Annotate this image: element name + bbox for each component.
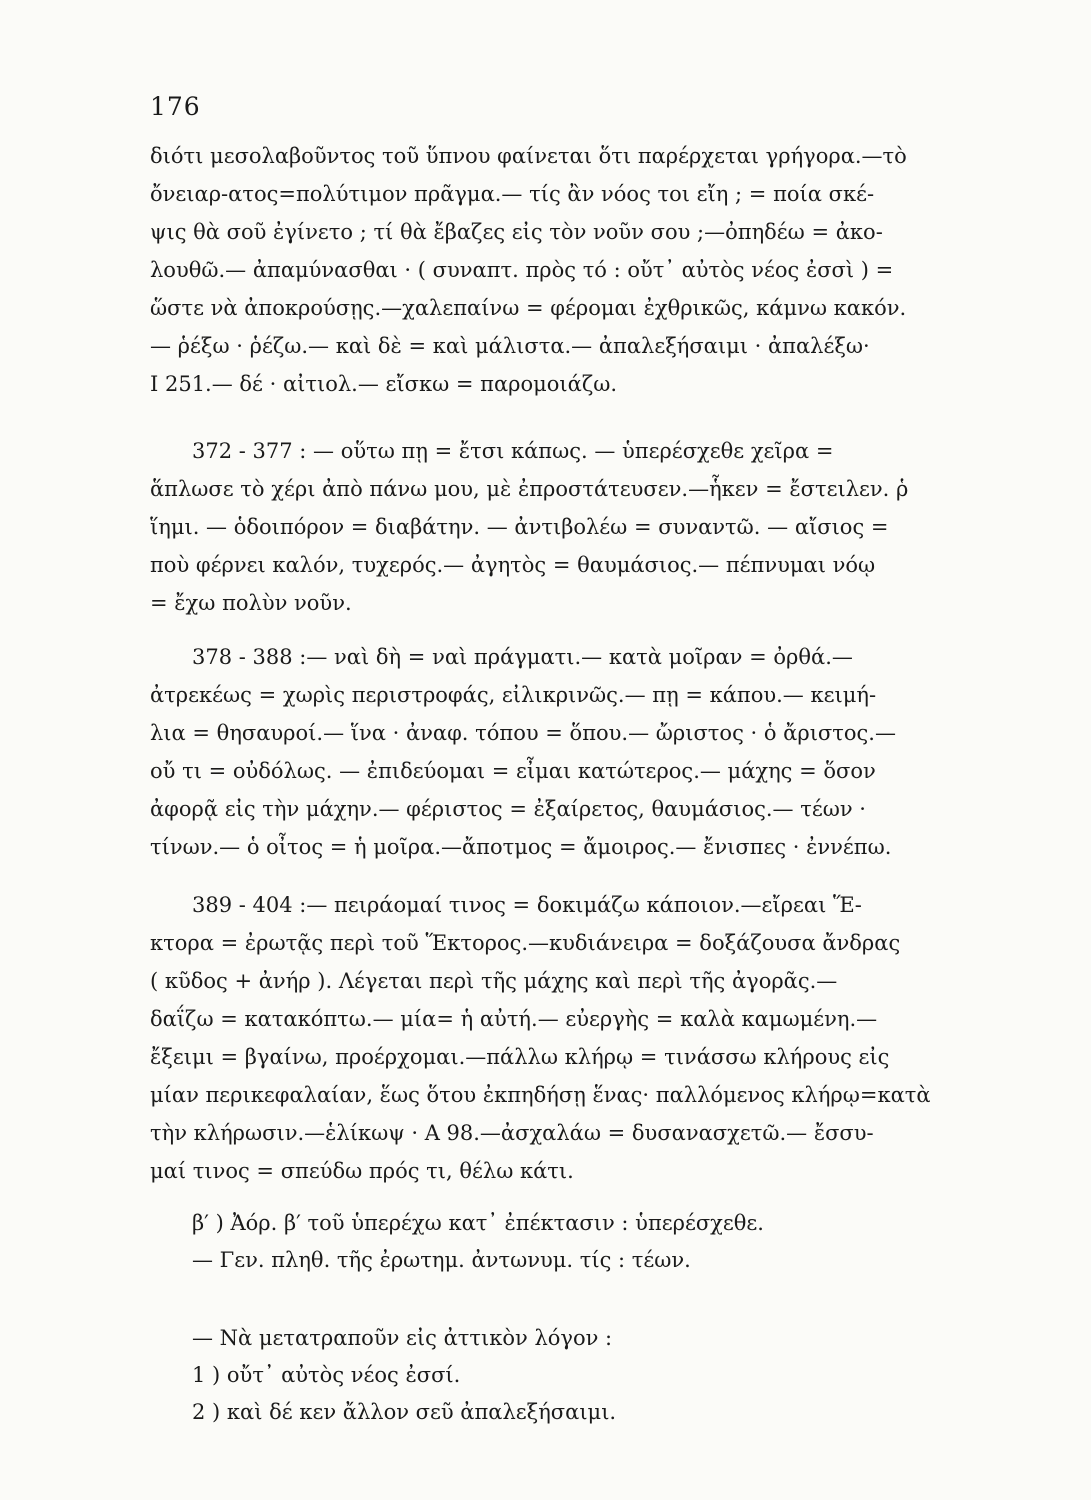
text-line: 378 - 388 :— ναὶ δὴ = ναὶ πράγματι.— κατὰ μοῖραν = ὀρθά.— bbox=[192, 645, 853, 669]
text-line: διότι μεσολαβοῦντος τοῦ ὕπνου φαίνεται ὅτι παρέρχεται γρήγορα.—τὸ bbox=[150, 144, 907, 168]
text-line: ἵημι. — ὁδοιπόρον = διαβάτην. — ἀντιβολέω = συναντῶ. — αἴσιος = bbox=[150, 515, 889, 539]
text-line: δαΐζω = κατακόπτω.— μία= ἡ αὐτή.— εὐεργὴς = καλὰ καμωμένη.— bbox=[150, 1007, 878, 1031]
text-line: ποὺ φέρνει καλόν, τυχερός.— ἀγητὸς = θαυμάσιος.— πέπνυμαι νόῳ bbox=[150, 553, 876, 577]
text-line: ὄνειαρ-ατος=πολύτιμον πρᾶγμα.— τίς ἂν νόος τοι εἴη ; = ποία σκέ- bbox=[150, 182, 875, 206]
text-line: 2 ) καὶ δέ κεν ἄλλον σεῦ ἀπαλεξήσαιμι. bbox=[192, 1400, 617, 1424]
text-line: τίνων.— ὁ οἶτος = ἡ μοῖρα.—ἄποτμος = ἄμοιρος.— ἔνισπες · ἐννέπω. bbox=[150, 835, 892, 859]
text-line: λια = θησαυροί.— ἵνα · ἀναφ. τόπου = ὅπου.— ὤριστος · ὁ ἄριστος.— bbox=[150, 721, 896, 745]
text-line: ἀφορᾷ εἰς τὴν μάχην.— φέριστος = ἐξαίρετος, θαυμάσιος.— τέων · bbox=[150, 797, 866, 821]
text-line: ἀτρεκέως = χωρὶς περιστροφάς, εἰλικρινῶς.— πῃ = κάπου.— κειμή- bbox=[150, 683, 877, 707]
text-line: κτορα = ἐρωτᾷς περὶ τοῦ Ἕκτορος.—κυδιάνειρα = δοξάζουσα ἄνδρας bbox=[150, 931, 901, 955]
text-line: = ἔχω πολὺν νοῦν. bbox=[150, 591, 352, 615]
text-line: 372 - 377 : — οὕτω πῃ = ἔτσι κάπως. — ὑπερέσχεθε χεῖρα = bbox=[192, 439, 834, 463]
text-line: τὴν κλήρωσιν.—ἑλίκωψ · Α 98.—ἀσχαλάω = δυσανασχετῶ.— ἔσσυ- bbox=[150, 1121, 874, 1145]
text-line: 389 - 404 :— πειράομαί τινος = δοκιμάζω κάποιον.—εἴρεαι Ἕ- bbox=[192, 893, 862, 917]
paragraph-verses-378-388 bbox=[150, 638, 980, 866]
paragraph-verses-372-377 bbox=[150, 432, 980, 622]
text-line: 1 ) οὔτ᾽ αὐτὸς νέος ἐσσί. bbox=[192, 1363, 461, 1387]
text-line: ( κῦδος + ἀνήρ ). Λέγεται περὶ τῆς μάχης καὶ περὶ τῆς ἀγορᾶς.— bbox=[150, 969, 838, 993]
text-line: ὥστε νὰ ἀποκρούσῃς.—χαλεπαίνω = φέρομαι ἐχθρικῶς, κάμνω κακόν. bbox=[150, 296, 907, 320]
text-line: β′ ) Ἀόρ. β′ τοῦ ὑπερέχω κατ᾽ ἐπέκτασιν : ὑπερέσχεθε. bbox=[192, 1211, 764, 1235]
text-line: ἔξειμι = βγαίνω, προέρχομαι.—πάλλω κλήρῳ = τινάσσω κλήρους εἰς bbox=[150, 1045, 890, 1069]
text-line: — Γεν. πληθ. τῆς ἐρωτημ. ἀντωνυμ. τίς : τέων. bbox=[192, 1248, 691, 1272]
text-line: — Νὰ μετατραποῦν εἰς ἀττικὸν λόγον : bbox=[192, 1326, 613, 1350]
text-line: λουθῶ.— ἀπαμύνασθαι · ( συναπτ. πρὸς τό : οὔτ᾽ αὐτὸς νέος ἐσσὶ ) = bbox=[150, 258, 894, 282]
exercise bbox=[150, 1320, 980, 1431]
paragraph-glosses-intro bbox=[150, 137, 980, 403]
grammar-notes bbox=[150, 1205, 980, 1279]
text-line: οὔ τι = οὐδόλως. — ἐπιδεύομαι = εἶμαι κατώτερος.— μάχης = ὅσον bbox=[150, 759, 876, 783]
text-line: ψις θὰ σοῦ ἐγίνετο ; τί θὰ ἔβαζες εἰς τὸν νοῦν σου ;—ὀπηδέω = ἀκο- bbox=[150, 220, 883, 244]
text-line: μαί τινος = σπεύδω πρός τι, θέλω κάτι. bbox=[150, 1159, 574, 1183]
text-line: μίαν περικεφαλαίαν, ἕως ὅτου ἐκπηδήσῃ ἕνας· παλλόμενος κλήρῳ=κατὰ bbox=[150, 1083, 931, 1107]
page-number: 176 bbox=[150, 92, 201, 121]
paragraph-verses-389-404 bbox=[150, 886, 980, 1190]
text-line: — ῥέξω · ῥέζω.— καὶ δὲ = καὶ μάλιστα.— ἀπαλεξήσαιμι · ἀπαλέξω· bbox=[150, 334, 870, 358]
text-line: Ι 251.— δέ · αἰτιολ.— εἴσκω = παρομοιάζω. bbox=[150, 372, 618, 396]
text-line: ἅπλωσε τὸ χέρι ἀπὸ πάνω μου, μὲ ἐπροστάτευσεν.—ἧκεν = ἔστειλεν. ῥ bbox=[150, 477, 909, 501]
